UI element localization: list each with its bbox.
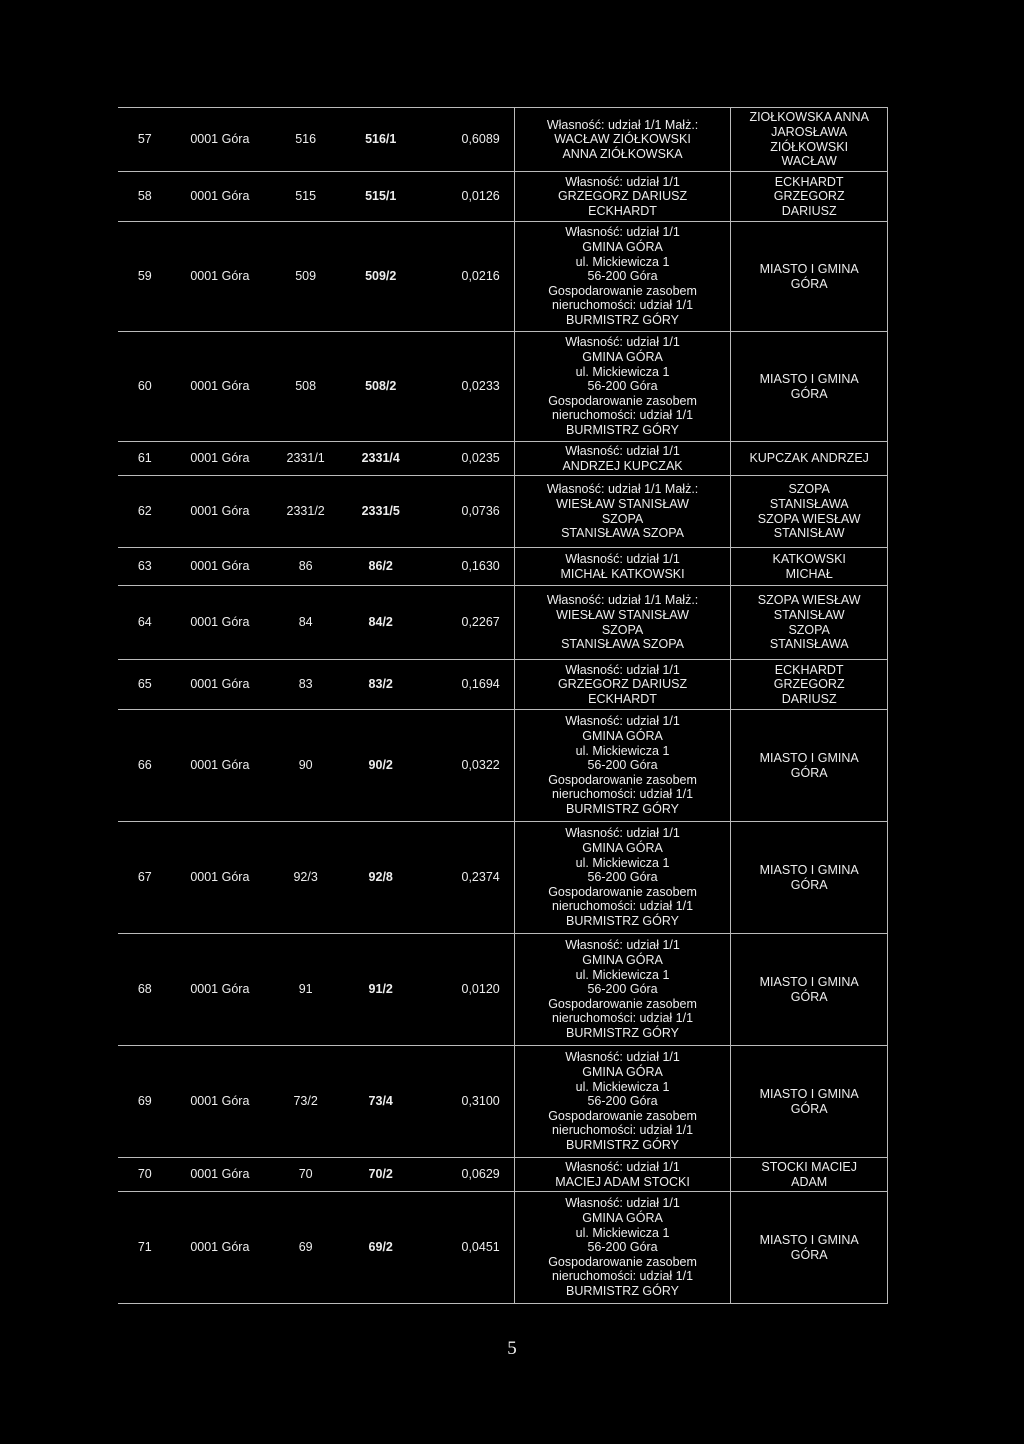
registered-party-line: GÓRA xyxy=(790,386,828,401)
ownership-entry-line: 56-200 Góra xyxy=(587,1094,658,1109)
ownership-entry-line: ECKHARDT xyxy=(588,203,657,218)
cadastral-district: 0001 Góra xyxy=(172,476,269,548)
ownership-entry-line: ANDRZEJ KUPCZAK xyxy=(562,458,683,473)
parcel-area: 0,2374 xyxy=(418,822,514,934)
parcel-area: 0,0126 xyxy=(418,172,514,222)
row-number: 64 xyxy=(118,586,172,660)
ownership-entry-line: GMINA GÓRA xyxy=(582,841,663,856)
ownership-entry-line: BURMISTRZ GÓRY xyxy=(566,801,680,816)
row-number: 70 xyxy=(118,1158,172,1192)
row-number: 62 xyxy=(118,476,172,548)
registered-party-line: MIASTO I GMINA xyxy=(759,750,859,765)
cadastral-district: 0001 Góra xyxy=(172,222,269,332)
ownership-entry xyxy=(514,1158,731,1192)
ownership-entry-line: Własność: udział 1/1 xyxy=(565,225,680,240)
ownership-entry-line: ANNA ZIÓŁKOWSKA xyxy=(562,146,683,161)
ownership-entry-line: 56-200 Góra xyxy=(587,758,658,773)
ownership-entry-line: Własność: udział 1/1 xyxy=(565,174,680,189)
ownership-entry-line: MICHAŁ KATKOWSKI xyxy=(560,566,685,581)
ownership-entry-line: Własność: udział 1/1 Małż.: xyxy=(546,482,699,497)
table-row xyxy=(118,108,888,172)
registered-party xyxy=(731,332,888,442)
ownership-entry-line: Własność: udział 1/1 xyxy=(565,335,680,350)
registered-party-line: ZIÓŁKOWSKI xyxy=(770,139,849,154)
ownership-entry-line: GMINA GÓRA xyxy=(582,240,663,255)
ownership-entry-line: nieruchomości: udział 1/1 xyxy=(552,408,694,423)
parcel-area: 0,0322 xyxy=(418,710,514,822)
parcel-before: 73/2 xyxy=(268,1046,343,1158)
parcel-before: 516 xyxy=(268,108,343,172)
ownership-entry-line: 56-200 Góra xyxy=(587,870,658,885)
ownership-entry-line: 56-200 Góra xyxy=(587,379,658,394)
row-number: 63 xyxy=(118,548,172,586)
ownership-entry-line: WIESŁAW STANISŁAW xyxy=(556,607,689,622)
ownership-entry xyxy=(514,442,731,476)
registered-party-line: STANISŁAWA xyxy=(769,496,849,511)
registered-party-line: SZOPA xyxy=(788,622,830,637)
ownership-entry-line: BURMISTRZ GÓRY xyxy=(566,422,680,437)
registered-party-line: DARIUSZ xyxy=(781,691,837,706)
cadastral-district: 0001 Góra xyxy=(172,934,269,1046)
ownership-entry-line: Gospodarowanie zasobem xyxy=(548,283,697,298)
registered-party-line: STOCKI MACIEJ xyxy=(761,1159,857,1174)
ownership-entry-line: ul. Mickiewicza 1 xyxy=(575,254,670,269)
ownership-entry-line: Gospodarowanie zasobem xyxy=(548,393,697,408)
parcel-after: 70/2 xyxy=(343,1158,418,1192)
table-row xyxy=(118,710,888,822)
registered-party xyxy=(731,442,888,476)
ownership-entry xyxy=(514,332,731,442)
cadastral-district: 0001 Góra xyxy=(172,548,269,586)
parcel-before: 91 xyxy=(268,934,343,1046)
ownership-entry-line: ul. Mickiewicza 1 xyxy=(575,743,670,758)
ownership-entry-line: Własność: udział 1/1 xyxy=(565,551,680,566)
parcel-area: 0,0235 xyxy=(418,442,514,476)
parcel-area: 0,1630 xyxy=(418,548,514,586)
cadastral-district: 0001 Góra xyxy=(172,660,269,710)
registered-party-line: DARIUSZ xyxy=(781,203,837,218)
row-number: 65 xyxy=(118,660,172,710)
registered-party-line: MIASTO I GMINA xyxy=(759,1232,859,1247)
registered-party-line: GÓRA xyxy=(790,877,828,892)
ownership-entry-line: WACŁAW ZIÓŁKOWSKI xyxy=(554,132,691,147)
registered-party xyxy=(731,710,888,822)
ownership-entry-line: ECKHARDT xyxy=(588,691,657,706)
parcel-before: 69 xyxy=(268,1192,343,1304)
ownership-entry-line: BURMISTRZ GÓRY xyxy=(566,312,680,327)
ownership-entry-line: STANISŁAWA SZOPA xyxy=(561,637,685,652)
registered-party xyxy=(731,108,888,172)
ownership-entry-line: ul. Mickiewicza 1 xyxy=(575,364,670,379)
ownership-entry-line: nieruchomości: udział 1/1 xyxy=(552,787,694,802)
parcel-before: 508 xyxy=(268,332,343,442)
parcel-after: 69/2 xyxy=(343,1192,418,1304)
ownership-entry xyxy=(514,660,731,710)
ownership-entry-line: 56-200 Góra xyxy=(587,982,658,997)
registered-party-line: GÓRA xyxy=(790,1247,828,1262)
cadastral-district: 0001 Góra xyxy=(172,1192,269,1304)
registered-party-line: MIASTO I GMINA xyxy=(759,1086,859,1101)
ownership-entry-line: GRZEGORZ DARIUSZ xyxy=(557,189,688,204)
table-row xyxy=(118,660,888,710)
table-row xyxy=(118,1046,888,1158)
registered-party-line: KATKOWSKI xyxy=(772,551,846,566)
parcel-before: 515 xyxy=(268,172,343,222)
ownership-entry-line: ul. Mickiewicza 1 xyxy=(575,1225,670,1240)
parcel-before: 509 xyxy=(268,222,343,332)
row-number: 71 xyxy=(118,1192,172,1304)
ownership-entry-line: ul. Mickiewicza 1 xyxy=(575,1079,670,1094)
ownership-entry-line: Gospodarowanie zasobem xyxy=(548,1254,697,1269)
parcel-after: 91/2 xyxy=(343,934,418,1046)
ownership-entry-line: Własność: udział 1/1 xyxy=(565,1196,680,1211)
ownership-entry xyxy=(514,586,731,660)
parcel-before: 70 xyxy=(268,1158,343,1192)
row-number: 59 xyxy=(118,222,172,332)
registered-party-line: MIASTO I GMINA xyxy=(759,974,859,989)
registered-party xyxy=(731,1158,888,1192)
ownership-entry-line: BURMISTRZ GÓRY xyxy=(566,1283,680,1298)
registered-party-line: STANISŁAW xyxy=(773,607,845,622)
ownership-entry-line: BURMISTRZ GÓRY xyxy=(566,1137,680,1152)
registered-party-line: MIASTO I GMINA xyxy=(759,261,859,276)
parcel-before: 83 xyxy=(268,660,343,710)
ownership-entry-line: Własność: udział 1/1 xyxy=(565,714,680,729)
ownership-entry-line: GMINA GÓRA xyxy=(582,729,663,744)
ownership-entry-line: GMINA GÓRA xyxy=(582,1065,663,1080)
ownership-entry xyxy=(514,172,731,222)
ownership-entry-line: GRZEGORZ DARIUSZ xyxy=(557,677,688,692)
registered-party xyxy=(731,1192,888,1304)
ownership-entry-line: ul. Mickiewicza 1 xyxy=(575,855,670,870)
registered-party xyxy=(731,586,888,660)
ownership-entry xyxy=(514,710,731,822)
cadastral-district: 0001 Góra xyxy=(172,172,269,222)
row-number: 66 xyxy=(118,710,172,822)
registered-party-line: MIASTO I GMINA xyxy=(759,371,859,386)
table-row xyxy=(118,442,888,476)
cadastral-district: 0001 Góra xyxy=(172,442,269,476)
ownership-entry-line: GMINA GÓRA xyxy=(582,1211,663,1226)
ownership-entry-line: nieruchomości: udział 1/1 xyxy=(552,1123,694,1138)
cadastral-district: 0001 Góra xyxy=(172,586,269,660)
ownership-entry-line: nieruchomości: udział 1/1 xyxy=(552,899,694,914)
ownership-entry-line: BURMISTRZ GÓRY xyxy=(566,913,680,928)
parcel-after: 2331/5 xyxy=(343,476,418,548)
parcel-before: 86 xyxy=(268,548,343,586)
table-row xyxy=(118,934,888,1046)
page-number: 5 xyxy=(507,1338,517,1359)
cadastral-district: 0001 Góra xyxy=(172,332,269,442)
row-number: 61 xyxy=(118,442,172,476)
registered-party-line: ECKHARDT xyxy=(774,174,844,189)
table-row xyxy=(118,172,888,222)
registered-party-line: GÓRA xyxy=(790,276,828,291)
parcel-before: 2331/1 xyxy=(268,442,343,476)
table-row xyxy=(118,222,888,332)
ownership-entry-line: Własność: udział 1/1 Małż.: xyxy=(546,593,699,608)
ownership-entry xyxy=(514,822,731,934)
ownership-entry-line: Gospodarowanie zasobem xyxy=(548,772,697,787)
registered-party-line: GÓRA xyxy=(790,1101,828,1116)
parcel-area: 0,3100 xyxy=(418,1046,514,1158)
registered-party-line: STANISŁAW xyxy=(773,526,845,541)
ownership-entry-line: 56-200 Góra xyxy=(587,269,658,284)
ownership-entry-line: Gospodarowanie zasobem xyxy=(548,996,697,1011)
row-number: 60 xyxy=(118,332,172,442)
ownership-entry-line: nieruchomości: udział 1/1 xyxy=(552,1011,694,1026)
parcel-area: 0,0120 xyxy=(418,934,514,1046)
registered-party xyxy=(731,660,888,710)
row-number: 67 xyxy=(118,822,172,934)
table-row xyxy=(118,1158,888,1192)
registered-party-line: ECKHARDT xyxy=(774,662,844,677)
ownership-entry-line: Własność: udział 1/1 xyxy=(565,938,680,953)
parcel-after: 83/2 xyxy=(343,660,418,710)
ownership-entry xyxy=(514,222,731,332)
ownership-entry xyxy=(514,476,731,548)
row-number: 58 xyxy=(118,172,172,222)
ownership-entry xyxy=(514,934,731,1046)
ownership-entry-line: ul. Mickiewicza 1 xyxy=(575,967,670,982)
registered-party-line: WACŁAW xyxy=(781,154,837,169)
registered-party xyxy=(731,172,888,222)
parcel-area: 0,0629 xyxy=(418,1158,514,1192)
parcel-before: 84 xyxy=(268,586,343,660)
ownership-entry xyxy=(514,548,731,586)
row-number: 69 xyxy=(118,1046,172,1158)
parcel-after: 508/2 xyxy=(343,332,418,442)
ownership-entry-line: STANISŁAWA SZOPA xyxy=(561,526,685,541)
parcel-area: 0,2267 xyxy=(418,586,514,660)
table-row xyxy=(118,332,888,442)
parcel-after: 515/1 xyxy=(343,172,418,222)
parcel-before: 92/3 xyxy=(268,822,343,934)
registered-party-line: JAROSŁAWA xyxy=(771,124,848,139)
registered-party xyxy=(731,548,888,586)
cadastral-district: 0001 Góra xyxy=(172,710,269,822)
parcel-area: 0,0451 xyxy=(418,1192,514,1304)
ownership-entry-line: BURMISTRZ GÓRY xyxy=(566,1025,680,1040)
parcel-after: 509/2 xyxy=(343,222,418,332)
registered-party-line: GRZEGORZ xyxy=(773,677,845,692)
table-row xyxy=(118,548,888,586)
registered-party-line: MIASTO I GMINA xyxy=(759,862,859,877)
parcel-after: 73/4 xyxy=(343,1046,418,1158)
parcel-area: 0,6089 xyxy=(418,108,514,172)
parcel-after: 86/2 xyxy=(343,548,418,586)
registered-party-line: STANISŁAWA xyxy=(769,637,849,652)
row-number: 68 xyxy=(118,934,172,1046)
registered-party-line: ADAM xyxy=(791,1174,828,1189)
parcel-before: 2331/2 xyxy=(268,476,343,548)
registered-party-line: GÓRA xyxy=(790,989,828,1004)
table-row xyxy=(118,586,888,660)
parcel-area: 0,0736 xyxy=(418,476,514,548)
ownership-entry-line: WIESŁAW STANISŁAW xyxy=(556,496,689,511)
ownership-entry-line: Własność: udział 1/1 xyxy=(565,443,680,458)
cadastral-district: 0001 Góra xyxy=(172,1046,269,1158)
ownership-entry-line: Własność: udział 1/1 Małż.: xyxy=(546,117,699,132)
ownership-entry-line: Własność: udział 1/1 xyxy=(565,662,680,677)
ownership-entry-line: GMINA GÓRA xyxy=(582,953,663,968)
ownership-entry xyxy=(514,1192,731,1304)
parcel-after: 2331/4 xyxy=(343,442,418,476)
table-row xyxy=(118,1192,888,1304)
table-row xyxy=(118,476,888,548)
ownership-entry-line: nieruchomości: udział 1/1 xyxy=(552,298,694,313)
ownership-entry-line: Gospodarowanie zasobem xyxy=(548,884,697,899)
parcel-table xyxy=(118,107,888,1304)
registered-party-line: SZOPA WIESŁAW xyxy=(757,593,861,608)
ownership-entry-line: Własność: udział 1/1 xyxy=(565,1050,680,1065)
ownership-entry-line: nieruchomości: udział 1/1 xyxy=(552,1269,694,1284)
ownership-entry-line: Własność: udział 1/1 xyxy=(565,826,680,841)
ownership-entry-line: Gospodarowanie zasobem xyxy=(548,1108,697,1123)
parcel-after: 84/2 xyxy=(343,586,418,660)
ownership-entry-line: SZOPA xyxy=(601,622,644,637)
cadastral-district: 0001 Góra xyxy=(172,822,269,934)
cadastral-district: 0001 Góra xyxy=(172,108,269,172)
registered-party-line: GRZEGORZ xyxy=(773,189,845,204)
registered-party-line: SZOPA WIESŁAW xyxy=(757,511,861,526)
row-number: 57 xyxy=(118,108,172,172)
parcel-after: 516/1 xyxy=(343,108,418,172)
parcel-before: 90 xyxy=(268,710,343,822)
cadastral-district: 0001 Góra xyxy=(172,1158,269,1192)
parcel-table-page xyxy=(118,107,888,1304)
ownership-entry xyxy=(514,108,731,172)
registered-party-line: GÓRA xyxy=(790,765,828,780)
registered-party-line: ZIOŁKOWSKA ANNA xyxy=(749,110,869,125)
table-row xyxy=(118,822,888,934)
registered-party xyxy=(731,222,888,332)
parcel-area: 0,0216 xyxy=(418,222,514,332)
parcel-area: 0,0233 xyxy=(418,332,514,442)
ownership-entry-line: SZOPA xyxy=(601,511,644,526)
ownership-entry-line: 56-200 Góra xyxy=(587,1240,658,1255)
registered-party-line: MICHAŁ xyxy=(785,566,833,581)
parcel-after: 92/8 xyxy=(343,822,418,934)
parcel-area: 0,1694 xyxy=(418,660,514,710)
registered-party xyxy=(731,476,888,548)
parcel-table-body xyxy=(118,108,888,1304)
ownership-entry-line: MACIEJ ADAM STOCKI xyxy=(555,1174,690,1189)
registered-party-line: KUPCZAK ANDRZEJ xyxy=(749,451,869,466)
ownership-entry-line: GMINA GÓRA xyxy=(582,350,663,365)
parcel-after: 90/2 xyxy=(343,710,418,822)
ownership-entry xyxy=(514,1046,731,1158)
ownership-entry-line: Własność: udział 1/1 xyxy=(565,1159,680,1174)
registered-party xyxy=(731,1046,888,1158)
registered-party xyxy=(731,822,888,934)
registered-party xyxy=(731,934,888,1046)
registered-party-line: SZOPA xyxy=(788,482,830,497)
